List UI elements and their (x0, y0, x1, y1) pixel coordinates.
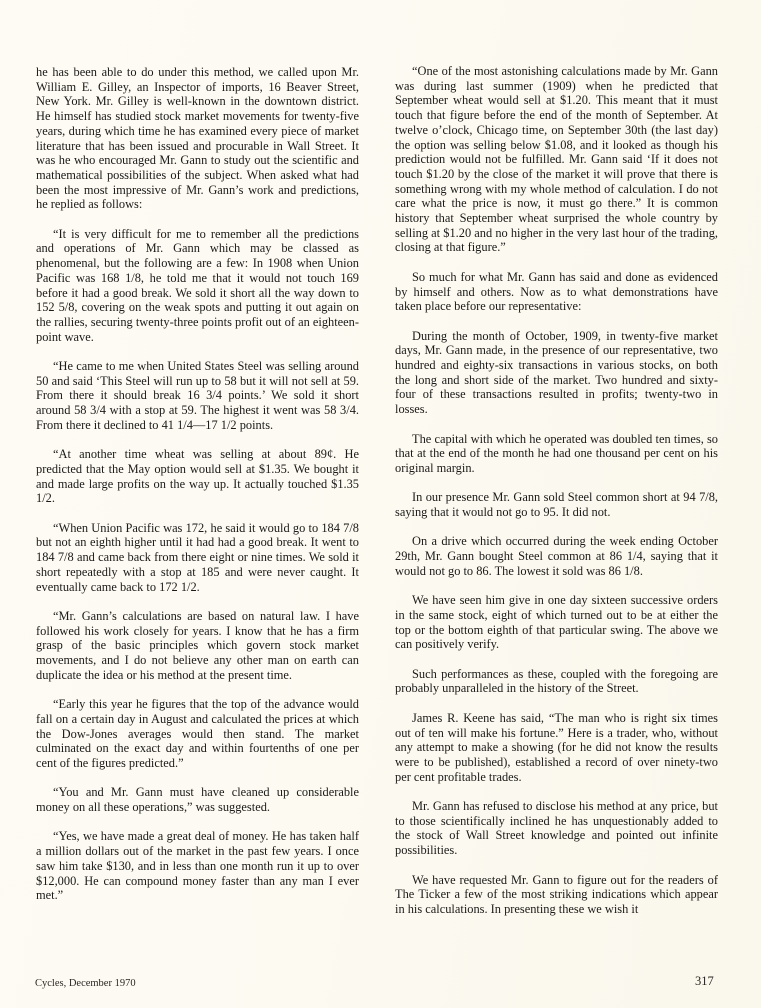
paragraph: On a drive which occurred during the week ending October 29th, Mr. Gann bought Steel common at 86 1/4, saying that it would not go to 86. The lowest it sold was 86 1/8. (395, 534, 718, 578)
paragraph: Such performances as these, coupled with the foregoing are probably unparalleled in the history of the Street. (395, 666, 718, 696)
paragraph: “He came to me when United States Steel was selling around 50 and said ‘This Steel will run up to 58 but it will not sell at 59. From there it should break 16 3/4 points.’ We sold it short around 58 3/4 with a stop at 59. The highest it went was 58 3/4. From there it declined to 41 1/4—17 1/2 points. (36, 359, 359, 432)
paragraph: “Yes, we have made a great deal of money. He has taken half a million dollars out of the market in the past few years. I once saw him take $130, and in less than one month run it up to over $12,000. He can compound money faster than any man I ever met.” (36, 829, 359, 903)
paragraph: Mr. Gann has refused to disclose his method at any price, but to those scientifically inclined he has unquestionably added to the stock of Wall Street knowledge and pointed out infinite possibilities. (395, 799, 718, 858)
right-column (395, 64, 718, 931)
footer-source: Cycles, December 1970 (35, 978, 136, 989)
paragraph: “One of the most astonishing calculations made by Mr. Gann was during last summer (1909) when he predicted that September wheat would sell at $1.20. This meant that it must touch that figure before the end of the month of September. At twelve o’clock, Chicago time, on September 30th (the last day) the option was selling below $1.08, and it looked as though his prediction would not be fulfilled. Mr. Gann said ‘If it does not touch $1.20 by the close of the market it will prove that there is something wrong with my whole method of calculation. I do not care what the price is now, it must go there.” It is common history that September wheat surprised the whole country by selling at $1.20 and no higher in the very last hour of the trading, closing at that figure.” (395, 64, 718, 255)
paragraph: So much for what Mr. Gann has said and done as evidenced by himself and others. Now as to what demonstrations have taken place before our representative: (395, 269, 718, 314)
left-column (36, 65, 359, 918)
paragraph: “When Union Pacific was 172, he said it would go to 184 7/8 but not an eighth higher until it had had a good break. It went to 184 7/8 and came back from there eight or nine times. We sold it short repeatedly with a stop at 185 and were never caught. It eventually came back to 172 1/2. (36, 520, 359, 594)
paragraph: “It is very difficult for me to remember all the predictions and operations of Mr. Gann which may be classed as phenomenal, but the following are a few: In 1908 when Union Pacific was 168 1/8, he told me that it would not touch 169 before it had a good break. We sold it short all the way down to 152 5/8, covering on the weak spots and putting it out again on the rallies, securing twenty-three points profit out of an eighteen-point wave. (36, 226, 359, 344)
paragraph: “Early this year he figures that the top of the advance would fall on a certain day in August and calculated the prices at which the Dow-Jones averages would then stand. The market culminated on the exact day and within fourtenths of one per cent of the figures predicted.” (36, 697, 359, 770)
paragraph: The capital with which he operated was doubled ten times, so that at the end of the month he had one thousand per cent on his original margin. (395, 431, 718, 475)
paragraph: “You and Mr. Gann must have cleaned up considerable money on all these operations,” was suggested. (36, 785, 359, 815)
paragraph: “At another time wheat was selling at about 89¢. He predicted that the May option would sell at $1.35. We bought it and made large profits on the way up. It actually touched $1.35 1/2. (36, 447, 359, 506)
page-number: 317 (695, 974, 714, 988)
paragraph: During the month of October, 1909, in twenty-five market days, Mr. Gann made, in the presence of our representative, two hundred and eighty-six transactions in various stocks, on both the long and short side of the market. Two hundred and sixty-four of these transactions resulted in profits; twenty-two in losses. (395, 328, 718, 417)
paragraph: We have requested Mr. Gann to figure out for the readers of The Ticker a few of the most striking indications which appear in his calculations. In presenting these we wish it (395, 872, 718, 916)
paragraph: “Mr. Gann’s calculations are based on natural law. I have followed his work closely for years. I know that he has a firm grasp of the basic principles which govern stock market movements, and I do not believe any other man on earth can duplicate the idea or his method at the present time. (36, 608, 359, 682)
paragraph: he has been able to do under this method, we called upon Mr. William E. Gilley, an Inspector of imports, 16 Beaver Street, New York. Mr. Gilley is well-known in the downtown district. He himself has studied stock market movements for twenty-five years, during which time he has examined every piece of market literature that has been issued and procurable in Wall Street. It was he who encouraged Mr. Gann to study out the scientific and mathematical possibilities of the subject. When asked what had been the most impressive of Mr. Gann’s work and predictions, he replied as follows: (36, 65, 359, 212)
paragraph: We have seen him give in one day sixteen successive orders in the same stock, eight of which turned out to be at either the top or the bottom eighth of that particular swing. The above we can positively verify. (395, 593, 718, 652)
paragraph: James R. Keene has said, “The man who is right six times out of ten will make his fortune.” Here is a trader, who, without any attempt to make a showing (for he did not know the results were to be published), established a record of over ninety-two per cent profitable trades. (395, 710, 718, 784)
paragraph: In our presence Mr. Gann sold Steel common short at 94 7/8, saying that it would not go to 95. It did not. (395, 490, 718, 520)
